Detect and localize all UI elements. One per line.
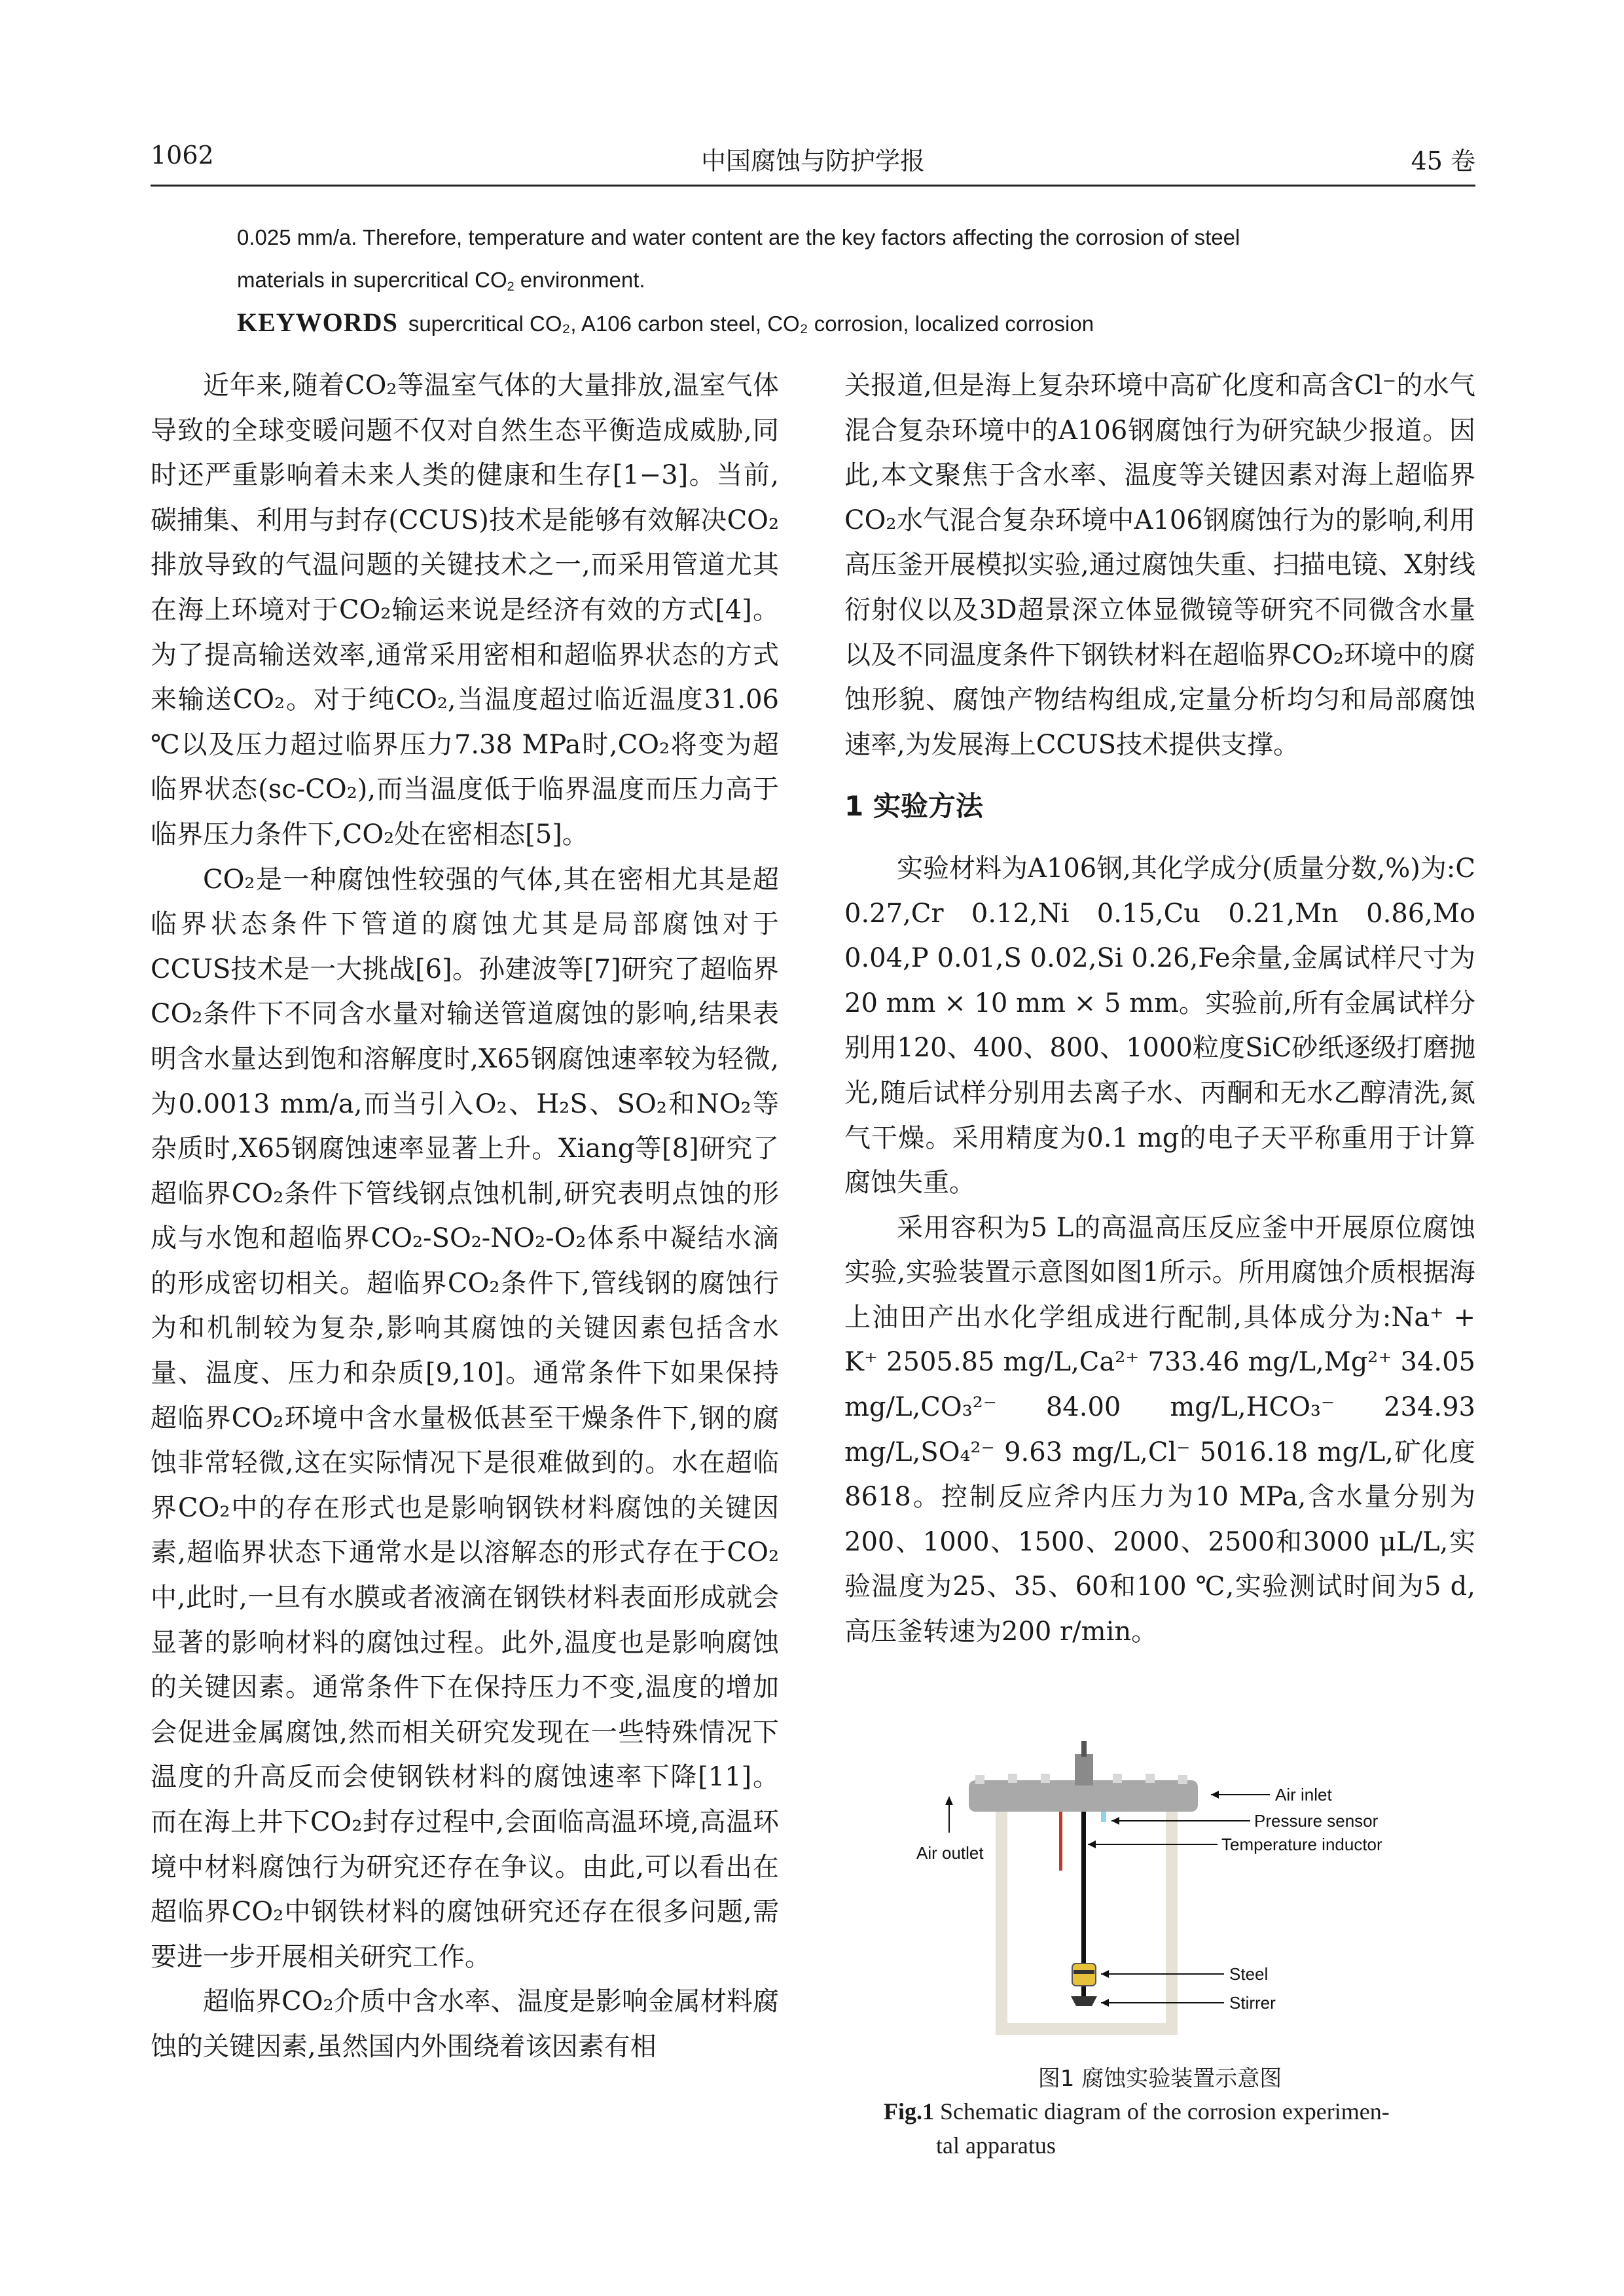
- volume-number: 45 卷: [1411, 147, 1475, 175]
- intro-paragraph-1: 近年来,随着CO₂等温室气体的大量排放,温室气体导致的全球变暖问题不仅对自然生态平衡造成威胁,同时还严重影响着未来人类的健康和生存[1−3]。当前,碳捕集、利用与封存(CCUS)技术是能够有效解决CO₂排放导致的气温问题的关键技术之一,而采用管道尤其在海上环境对于CO₂输运来说是经济有效的方式[4]。为了提高输送效率,通常采用密相和超临界状态的方式来输送CO₂。对于纯CO₂,当温度超过临近温度31.06 ℃以及压力超过临界压力7.38 MPa时,CO₂将变为超临界状态(sc-CO₂),而当温度低于临界温度而压力高于临界压力条件下,CO₂处在密相态[5]。: [151, 370, 779, 850]
- apparatus-diagram: [916, 1728, 1427, 2042]
- english-abstract: [237, 216, 1435, 345]
- intro-paragraph-2: CO₂是一种腐蚀性较强的气体,其在密相尤其是超临界状态条件下管道的腐蚀尤其是局部腐蚀对于CCUS技术是一大挑战[6]。孙建波等[7]研究了超临界CO₂条件下不同含水量对输送管道腐蚀的影响,结果表明含水量达到饱和溶解度时,X65钢腐蚀速率较为轻微,为0.0013 mm/a,而当引入O₂、H₂S、SO₂和NO₂等杂质时,X65钢腐蚀速率显著上升。Xiang等[8]研究了超临界CO₂条件下管线钢点蚀机制,研究表明点蚀的形成与水饱和超临界CO₂-SO₂-NO₂-O₂体系中凝结水滴的形成密切相关。超临界CO₂条件下,管线钢的腐蚀行为和机制较为复杂,影响其腐蚀的关键因素包括含水量、温度、压力和杂质[9,10]。通常条件下如果保持超临界CO₂环境中含水量极低甚至干燥条件下,钢的腐蚀非常轻微,这在实际情况下是很难做到的。水在超临界CO₂中的存在形式也是影响钢铁材料腐蚀的关键因素,超临界状态下通常水是以溶解态的形式存在于CO₂中,此时,一旦有水膜或者液滴在钢铁材料表面形成就会显著的影响材料的腐蚀过程。此外,温度也是影响腐蚀的关键因素。通常条件下在保持压力不变,温度的增加会促进金属腐蚀,然而相关研究发现在一些特殊情况下温度的升高反而会使钢铁材料的腐蚀速率下降[11]。而在海上井下CO₂封存过程中,会面临高温环境,高温环境中材料腐蚀行为研究还存在争议。由此,可以看出在超临界CO₂中钢铁材料的腐蚀研究还存在很多问题,需要进一步开展相关研究工作。: [151, 864, 779, 1972]
- keywords: [237, 301, 1435, 345]
- label-air-outlet: Air outlet: [916, 1843, 984, 1863]
- keywords-label: KEYWORDS: [237, 308, 398, 337]
- steel-sample: [1072, 1964, 1096, 1986]
- label-air-inlet: Air inlet: [1275, 1785, 1332, 1804]
- motor-knob: [1075, 1754, 1093, 1785]
- section-title: 1 实验方法: [844, 790, 983, 823]
- temperature-inductor: [1059, 1812, 1062, 1871]
- intro-paragraph-3: 超临界CO₂介质中含水率、温度是影响金属材料腐蚀的关键因素,虽然国内外围绕着该因素有相: [151, 1986, 779, 2062]
- intro-paragraph-4: 关报道,但是海上复杂环境中高矿化度和高含Cl⁻的水气混合复杂环境中的A106钢腐蚀行为研究缺少报道。因此,本文聚焦于含水率、温度等关键因素对海上超临界CO₂水气混合复杂环境中A106钢腐蚀行为的影响,利用高压釜开展模拟实验,通过腐蚀失重、扫描电镜、X射线衍射仪以及3D超景深立体显微镜等研究不同微含水量以及不同温度条件下钢铁材料在超临界CO₂环境中的腐蚀形貌、腐蚀产物结构组成,定量分析均匀和局部腐蚀速率,为发展海上CCUS技术提供支撑。: [844, 370, 1475, 760]
- right-column: [844, 363, 1475, 1655]
- vessel-body: [1001, 1800, 1172, 2029]
- label-temperature-inductor: Temperature inductor: [1221, 1835, 1382, 1854]
- method-paragraph-1: 实验材料为A106钢,其化学成分(质量分数,%)为:C 0.27,Cr 0.12,Ni 0.15,Cu 0.21,Mn 0.86,Mo 0.04,P 0.01,S 0.02,Si 0.26,Fe余量,金属试样尺寸为20 mm × 10 mm × 5 mm。实验前,所有金属试样分别用120、400、800、1000粒度SiC砂纸逐级打磨抛光,随后试样分别用去离子水、丙酮和无水乙醇清洗,氮气干燥。采用精度为0.1 mg的电子天平称重用于计算腐蚀失重。: [844, 853, 1475, 1198]
- label-stirrer: Stirrer: [1229, 1993, 1276, 2013]
- label-steel: Steel: [1229, 1964, 1269, 1984]
- pressure-sensor: [1101, 1812, 1106, 1822]
- journal-title: 中国腐蚀与防护学报: [700, 147, 925, 175]
- stirrer-blade: [1071, 1996, 1097, 2006]
- caption-en-line-2: tal apparatus: [936, 2132, 1056, 2159]
- abstract-line-2: materials in supercritical $CO_2$ environment.: [237, 268, 645, 294]
- abstract-line-1: 0.025 mm/a. Therefore, temperature and water content are the key factors affecting the corrosion of steel: [237, 225, 1240, 249]
- header-rule: [151, 185, 1475, 187]
- method-paragraph-2: 采用容积为5 L的高温高压反应釜中开展原位腐蚀实验,实验装置示意图如图1所示。所用腐蚀介质根据海上油田产出水化学组成进行配制,具体成分为:Na⁺ + K⁺ 2505.85 mg/L,Ca²⁺ 733.46 mg/L,Mg²⁺ 34.05 mg/L,CO₃²⁻ 84.00 mg/L,HCO₃⁻ 234.93 mg/L,SO₄²⁻ 9.63 mg/L,Cl⁻ 5016.18 mg/L,矿化度8618。控制反应斧内压力为10 MPa,含水量分别为200、1000、1500、2000、2500和3000 μL/L,实验温度为25、35、60和100 ℃,实验测试时间为5 d,高压釜转速为200 r/min。: [844, 1212, 1475, 1647]
- caption-en-line-1: Schematic diagram of the corrosion experimen-: [940, 2098, 1390, 2125]
- running-header: [151, 134, 1475, 180]
- figure-caption-en: [844, 2094, 1473, 2162]
- left-column: [151, 363, 779, 2070]
- keywords-text: supercritical CO₂, A106 carbon steel, CO₂ corrosion, localized corrosion: [408, 312, 1094, 336]
- figure-1: [916, 1728, 1427, 2042]
- caption-fig-label: Fig.1: [884, 2098, 934, 2125]
- label-pressure-sensor: Pressure sensor: [1254, 1811, 1379, 1831]
- page-number: 1062: [151, 141, 214, 170]
- figure-caption-cn: 图1 腐蚀实验装置示意图: [1038, 2066, 1282, 2092]
